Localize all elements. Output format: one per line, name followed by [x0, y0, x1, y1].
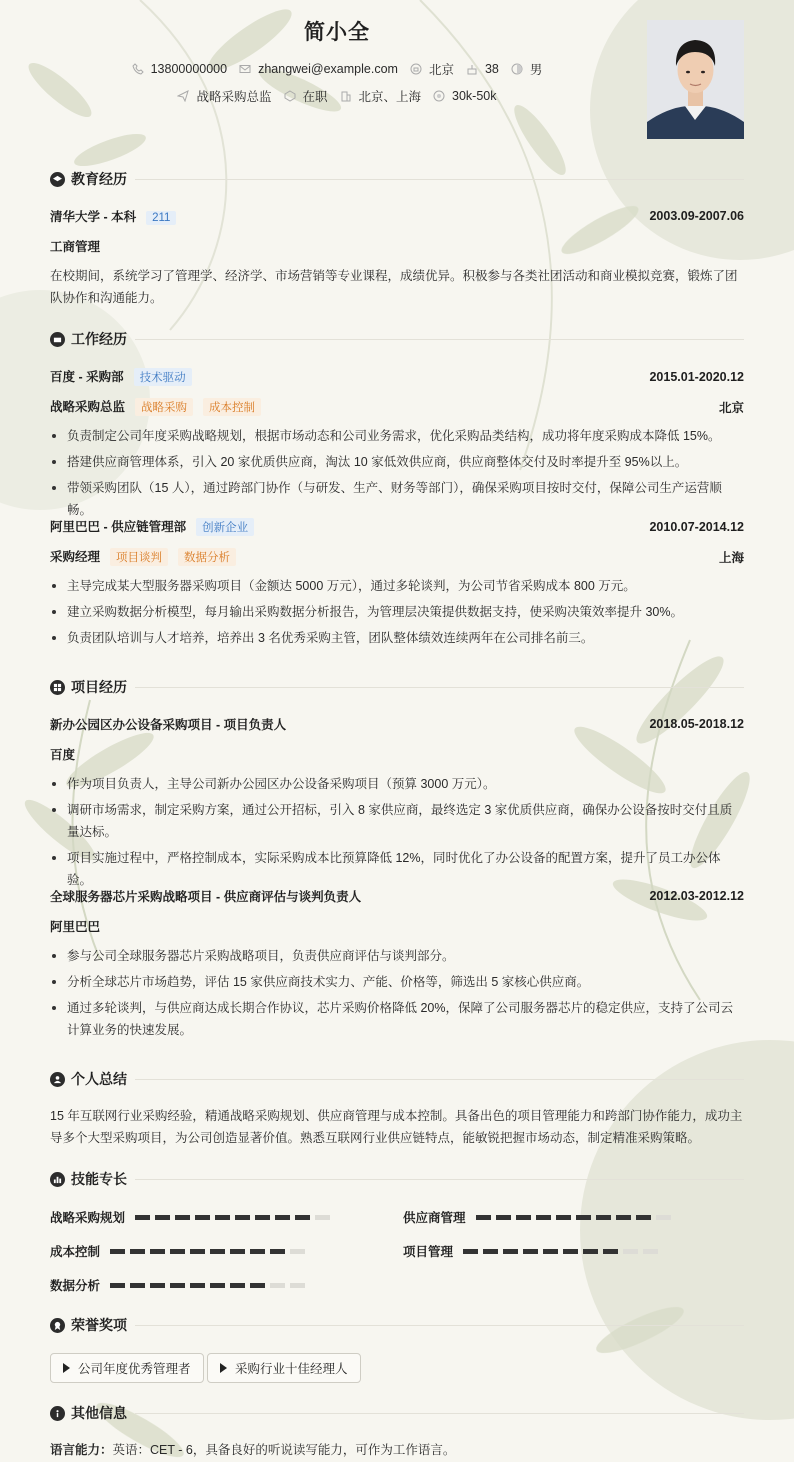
skill-item [403, 1242, 663, 1260]
skill-segment-empty [315, 1215, 330, 1220]
skill-segment-filled [210, 1249, 225, 1254]
company-wrap [50, 517, 254, 536]
briefcase-icon [50, 332, 65, 347]
skill-item [50, 1276, 310, 1294]
list-item: 参与公司全球服务器芯片采购战略项目，负责供应商评估与谈判部分。 [50, 945, 744, 967]
gender-item [511, 60, 543, 78]
skill-segment-empty [643, 1249, 658, 1254]
phone-item [132, 62, 227, 76]
avatar [647, 20, 744, 139]
graduation-cap-icon [50, 172, 65, 187]
job-company-row [50, 517, 744, 536]
contact-row-1 [0, 60, 674, 78]
project-bullets [50, 773, 744, 895]
phone-text: 13800000000 [150, 62, 228, 76]
honors-header [50, 1315, 744, 1335]
skill-segment-filled [210, 1283, 225, 1288]
skill-name: 战略采购规划 [50, 1211, 126, 1225]
skill-segment-filled [150, 1249, 165, 1254]
major: 工商管理 [50, 240, 101, 254]
person-icon [50, 1072, 65, 1087]
skill-segment-filled [155, 1215, 170, 1220]
project-name: 新办公园区办公设备采购项目 - 项目负责人 [50, 718, 287, 732]
role-tag: 项目谈判 [110, 548, 168, 566]
education-major-row [50, 237, 744, 255]
skill-level-bar [135, 1215, 335, 1220]
grid-icon [50, 680, 65, 695]
skill-segment-filled [270, 1249, 285, 1254]
email-item [239, 62, 398, 76]
skill-segment-empty [623, 1249, 638, 1254]
skill-segment-filled [190, 1249, 205, 1254]
list-item: 主导完成某大型服务器采购项目（金额达 5000 万元），通过多轮谈判，为公司节省采购成本 800 万元。 [50, 575, 744, 597]
section-title: 荣誉奖项 [71, 1317, 127, 1333]
list-item: 带领采购团队（15 人），通过跨部门协作（与研发、生产、财务等部门），确保采购项目按时交付，保障公司生产运营顺畅。 [50, 477, 744, 521]
skill-segment-filled [516, 1215, 531, 1220]
section-divider [135, 687, 744, 688]
job-bullets [50, 575, 744, 653]
job-location: 上海 [718, 550, 744, 565]
role-tag: 数据分析 [178, 548, 236, 566]
skill-level-bar [110, 1283, 310, 1288]
play-icon [220, 1363, 227, 1373]
job-role-row [50, 397, 744, 416]
position-text: 战略采购总监 [196, 90, 272, 104]
skill-segment-filled [536, 1215, 551, 1220]
skill-segment-filled [230, 1283, 245, 1288]
language-text: 英语：CET - 6，具备良好的听说读写能力，可作为工作语言。 [112, 1443, 456, 1457]
skill-segment-filled [170, 1249, 185, 1254]
skill-segment-filled [563, 1249, 578, 1254]
phone-icon [132, 63, 144, 75]
status-icon [284, 90, 296, 102]
project-period: 2012.03-2012.12 [649, 889, 744, 903]
work-section [50, 329, 744, 645]
role-wrap [50, 397, 261, 416]
skill-segment-filled [523, 1249, 538, 1254]
company-wrap [50, 367, 192, 386]
company-tag: 技术驱动 [134, 368, 192, 386]
skill-segment-filled [175, 1215, 190, 1220]
projects-section [50, 677, 744, 1037]
gender-text: 男 [529, 63, 543, 77]
skill-segment-filled [636, 1215, 651, 1220]
list-item: 负责制定公司年度采购战略规划，根据市场动态和公司业务需求，优化采购品类结构，成功将年度采购成本降低 15%。 [50, 425, 744, 447]
role-name: 战略采购总监 [50, 400, 126, 414]
skill-segment-filled [543, 1249, 558, 1254]
language-line [50, 1439, 744, 1461]
list-item: 分析全球芯片市场趋势，评估 15 家供应商技术实力、产能、价格等，筛选出 5 家核心供应商。 [50, 971, 744, 993]
education-description: 在校期间，系统学习了管理学、经济学、市场营销等专业课程，成绩优异。积极参与各类社团活动和商业模拟竞赛，锻炼了团队协作和沟通能力。 [50, 269, 738, 305]
education-school-row [50, 207, 744, 225]
skill-segment-filled [295, 1215, 310, 1220]
age-text: 38 [484, 62, 499, 76]
list-item: 作为项目负责人，主导公司新办公园区办公设备采购项目（预算 3000 万元）。 [50, 773, 744, 795]
send-icon [177, 90, 189, 102]
section-divider [135, 1413, 744, 1414]
info-icon [50, 1406, 65, 1421]
list-item: 调研市场需求，制定采购方案，通过公开招标，引入 8 家供应商，最终选定 3 家优质供应商，确保办公设备按时交付且质量达标。 [50, 799, 744, 843]
skill-name: 数据分析 [50, 1279, 101, 1293]
section-title: 项目经历 [71, 679, 127, 695]
status-text: 在职 [302, 90, 328, 104]
skill-segment-filled [135, 1215, 150, 1220]
skill-level-bar [476, 1215, 676, 1220]
education-section [50, 169, 744, 305]
language-label: 语言能力： [50, 1443, 113, 1457]
skill-level-bar [110, 1249, 310, 1254]
skill-segment-filled [195, 1215, 210, 1220]
award-label: 采购行业十佳经理人 [235, 1362, 348, 1376]
skill-segment-filled [275, 1215, 290, 1220]
profile-photo [647, 20, 744, 139]
skill-segment-filled [190, 1283, 205, 1288]
summary-text: 15 年互联网行业采购经验，精通战略采购规划、供应商管理与成本控制。具备出色的项目管理能力和跨部门协作能力，成功主导多个大型采购项目，为公司创造显著价值。熟悉互联网行业供应链特点，能敏锐把握市场动态，制定精准采购策略。 [50, 1109, 743, 1145]
section-title: 教育经历 [71, 171, 127, 187]
skill-item [403, 1208, 676, 1226]
company-name: 阿里巴巴 - 供应链管理部 [50, 520, 187, 534]
projects-header [50, 677, 744, 697]
skill-segment-filled [110, 1249, 125, 1254]
list-item: 建立采购数据分析模型，每月输出采购数据分析报告，为管理层决策提供数据支持，使采购决策效率提升 30%。 [50, 601, 744, 623]
school-tag: 211 [146, 211, 176, 225]
skill-segment-empty [290, 1283, 305, 1288]
skill-segment-filled [596, 1215, 611, 1220]
project-org: 阿里巴巴 [50, 920, 101, 934]
skill-segment-filled [130, 1283, 145, 1288]
status-item [284, 87, 328, 105]
skill-level-bar [463, 1249, 663, 1254]
city-text: 北京 [428, 63, 454, 77]
skill-segment-filled [483, 1249, 498, 1254]
other-header [50, 1403, 744, 1423]
section-title: 其他信息 [71, 1405, 127, 1421]
contact-row-2 [0, 87, 674, 105]
project-period: 2018.05-2018.12 [649, 717, 744, 731]
skill-segment-filled [496, 1215, 511, 1220]
city-item [410, 60, 454, 78]
skill-name: 项目管理 [403, 1245, 454, 1259]
email-text: zhangwei@example.com [258, 62, 398, 76]
project-name: 全球服务器芯片采购战略项目 - 供应商评估与谈判负责人 [50, 890, 362, 904]
skill-segment-filled [463, 1249, 478, 1254]
section-title: 工作经历 [71, 331, 127, 347]
bar-chart-icon [50, 1172, 65, 1187]
award-label: 公司年度优秀管理者 [78, 1362, 191, 1376]
skill-name: 供应商管理 [403, 1211, 466, 1225]
cake-icon [466, 63, 478, 75]
skill-segment-filled [110, 1283, 125, 1288]
honors-list [50, 1353, 744, 1383]
job-company-row [50, 367, 744, 386]
skill-segment-filled [170, 1283, 185, 1288]
job-period: 2015.01-2020.12 [649, 369, 744, 384]
home-icon [410, 63, 422, 75]
section-divider [135, 1325, 744, 1326]
education-period: 2003.09-2007.06 [649, 209, 744, 223]
section-title: 个人总结 [71, 1071, 127, 1087]
skill-segment-filled [250, 1283, 265, 1288]
money-icon [433, 90, 445, 102]
skill-segment-empty [290, 1249, 305, 1254]
email-icon [239, 63, 251, 75]
work-cities-text: 北京、上海 [358, 90, 422, 104]
skill-segment-filled [235, 1215, 250, 1220]
skill-segment-filled [150, 1283, 165, 1288]
skill-segment-empty [270, 1283, 285, 1288]
project-org-row [50, 745, 744, 763]
work-cities-item [340, 87, 422, 105]
section-title: 技能专长 [71, 1171, 127, 1187]
project-org-row [50, 917, 744, 935]
skill-segment-filled [250, 1249, 265, 1254]
skills-header [50, 1169, 744, 1189]
work-header [50, 329, 744, 349]
play-icon [63, 1363, 70, 1373]
candidate-name: 简小全 [304, 21, 370, 44]
age-item [466, 62, 499, 76]
section-divider [135, 179, 744, 180]
skill-segment-filled [576, 1215, 591, 1220]
skill-segment-empty [656, 1215, 671, 1220]
skill-name: 成本控制 [50, 1245, 101, 1259]
salary-item [433, 89, 496, 103]
summary-section [50, 1069, 744, 1145]
list-item: 负责团队培训与人才培养，培养出 3 名优秀采购主管，团队整体绩效连续两年在公司排名前三。 [50, 627, 744, 649]
skill-segment-filled [583, 1249, 598, 1254]
section-divider [135, 1179, 744, 1180]
role-wrap [50, 547, 236, 566]
skill-segment-filled [616, 1215, 631, 1220]
job-bullets [50, 425, 744, 525]
job-role-row [50, 547, 744, 566]
honors-section [50, 1315, 744, 1376]
education-header [50, 169, 744, 189]
building-icon [340, 90, 352, 102]
section-divider [135, 1079, 744, 1080]
skill-item [50, 1242, 310, 1260]
skills-section [50, 1169, 744, 1293]
school-name: 清华大学 - 本科 [50, 210, 137, 224]
skill-segment-filled [603, 1249, 618, 1254]
skill-segment-filled [215, 1215, 230, 1220]
job-location: 北京 [718, 400, 744, 415]
company-name: 百度 - 采购部 [50, 370, 124, 384]
school-name-wrap [50, 207, 176, 225]
role-tag: 成本控制 [203, 398, 261, 416]
list-item: 通过多轮谈判，与供应商达成长期合作协议，芯片采购价格降低 20%，保障了公司服务器芯片的稳定供应，支持了公司云计算业务的快速发展。 [50, 997, 744, 1041]
gender-icon [511, 63, 523, 75]
award-badge [207, 1353, 361, 1383]
salary-text: 30k-50k [452, 89, 497, 103]
summary-header [50, 1069, 744, 1089]
list-item: 项目实施过程中，严格控制成本，实际采购成本比预算降低 12%，同时优化了办公设备的配置方案，提升了员工办公体验。 [50, 847, 744, 891]
skill-segment-filled [556, 1215, 571, 1220]
list-item: 搭建供应商管理体系，引入 20 家优质供应商，淘汰 10 家低效供应商，供应商整体交付及时率提升至 95%以上。 [50, 451, 744, 473]
company-tag: 创新企业 [196, 518, 254, 536]
skill-segment-filled [230, 1249, 245, 1254]
project-name-row [50, 887, 744, 905]
skill-segment-filled [503, 1249, 518, 1254]
project-bullets [50, 945, 744, 1045]
role-name: 采购经理 [50, 550, 101, 564]
skill-segment-filled [255, 1215, 270, 1220]
skill-segment-filled [476, 1215, 491, 1220]
award-icon [50, 1318, 65, 1333]
position-item [177, 87, 271, 105]
skill-item [50, 1208, 335, 1226]
role-tag: 战略采购 [135, 398, 193, 416]
project-org: 百度 [50, 748, 76, 762]
job-period: 2010.07-2014.12 [649, 519, 744, 534]
award-badge [50, 1353, 204, 1383]
section-divider [135, 339, 744, 340]
other-section [50, 1403, 744, 1457]
skill-segment-filled [130, 1249, 145, 1254]
project-name-row [50, 715, 744, 733]
